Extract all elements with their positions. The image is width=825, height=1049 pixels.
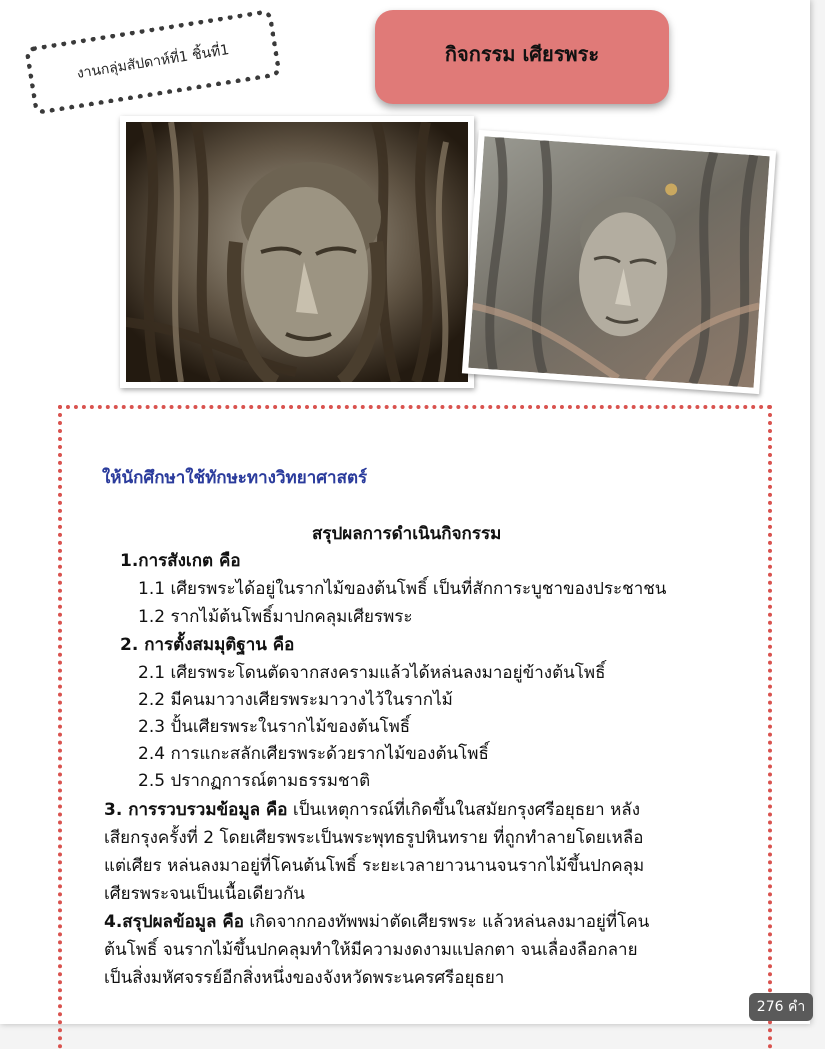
page-title: กิจกรรม เศียรพระ (444, 42, 600, 66)
data-collection-line: แต่เศียร หล่นลงมาอยู่ที่โคนต้นโพธิ์ ระยะเวลายาวนานจนรากไม้ขึ้นปกคลุม (104, 856, 645, 876)
hypothesis-item: 2.2 มีคนมาวางเศียรพระมาวางไว้ในรากไม้ (138, 690, 453, 710)
word-count-label: 276 คำ (756, 999, 806, 1015)
observation-heading: 1.การสังเกต คือ (120, 551, 241, 571)
observation-item: 1.1 เศียรพระได้อยู่ในรากไม้ของต้นโพธิ์ เป็นที่สักการะบูชาของประชาชน (138, 579, 667, 599)
hypothesis-item: 2.3 ปั้นเศียรพระในรากไม้ของต้นโพธิ์ (138, 717, 411, 737)
conclusion-paragraph (104, 908, 649, 935)
conclusion-line: เป็นสิ่งมหัศจรรย์อีกสิ่งหนึ่งของจังหวัดพระนครศรีอยุธยา (104, 968, 505, 988)
observation-item: 1.2 รากไม้ต้นโพธิ์มาปกคลุมเศียรพระ (138, 607, 413, 627)
assignment-stamp (24, 9, 282, 115)
stamp-label: งานกลุ่มสัปดาห์ที่1 ชิ้นที่1 (75, 42, 231, 82)
data-collection-line: เป็นเหตุการณ์ที่เกิดขึ้นในสมัยกรุงศรีอยุธยา หลัง (287, 800, 640, 820)
data-collection-paragraph (104, 796, 640, 823)
hypothesis-item: 2.4 การแกะสลักเศียรพระด้วยรากไม้ของต้นโพธิ์ (138, 744, 489, 764)
summary-heading: สรุปผลการดำเนินกิจกรรม (312, 524, 502, 544)
hypothesis-item: 2.5 ปรากฏการณ์ตามธรรมชาติ (138, 771, 371, 791)
hypothesis-heading: 2. การตั้งสมมุติฐาน คือ (120, 635, 295, 655)
conclusion-line: เกิดจากกองทัพพม่าตัดเศียรพระ แล้วหล่นลงมาอยู่ที่โคน (243, 912, 650, 932)
conclusion-heading: 4.สรุปผลข้อมูล คือ (104, 912, 244, 932)
hypothesis-item: 2.1 เศียรพระโดนตัดจากสงครามแล้วได้หล่นลงมาอยู่ข้างต้นโพธิ์ (138, 663, 606, 683)
data-collection-line: เสียกรุงครั้งที่ 2 โดยเศียรพระเป็นพระพุทธรูปหินทราย ที่ถูกทำลายโดยเหลือ (104, 828, 644, 848)
data-collection-heading: 3. การรวบรวมข้อมูล คือ (104, 800, 288, 820)
title-banner (375, 10, 669, 104)
instruction-text: ให้นักศึกษาใช้ทักษะทางวิทยาศาสตร์ (102, 468, 368, 488)
data-collection-line: เศียรพระจนเป็นเนื้อเดียวกัน (104, 884, 305, 904)
buddha-head-photo-sepia (120, 116, 474, 388)
buddha-head-photo-color (462, 130, 776, 394)
word-count-badge[interactable] (749, 993, 813, 1021)
conclusion-line: ต้นโพธิ์ จนรากไม้ขึ้นปกคลุมทำให้มีความงดงามแปลกตา จนเลื่องลือกลาย (104, 940, 638, 960)
